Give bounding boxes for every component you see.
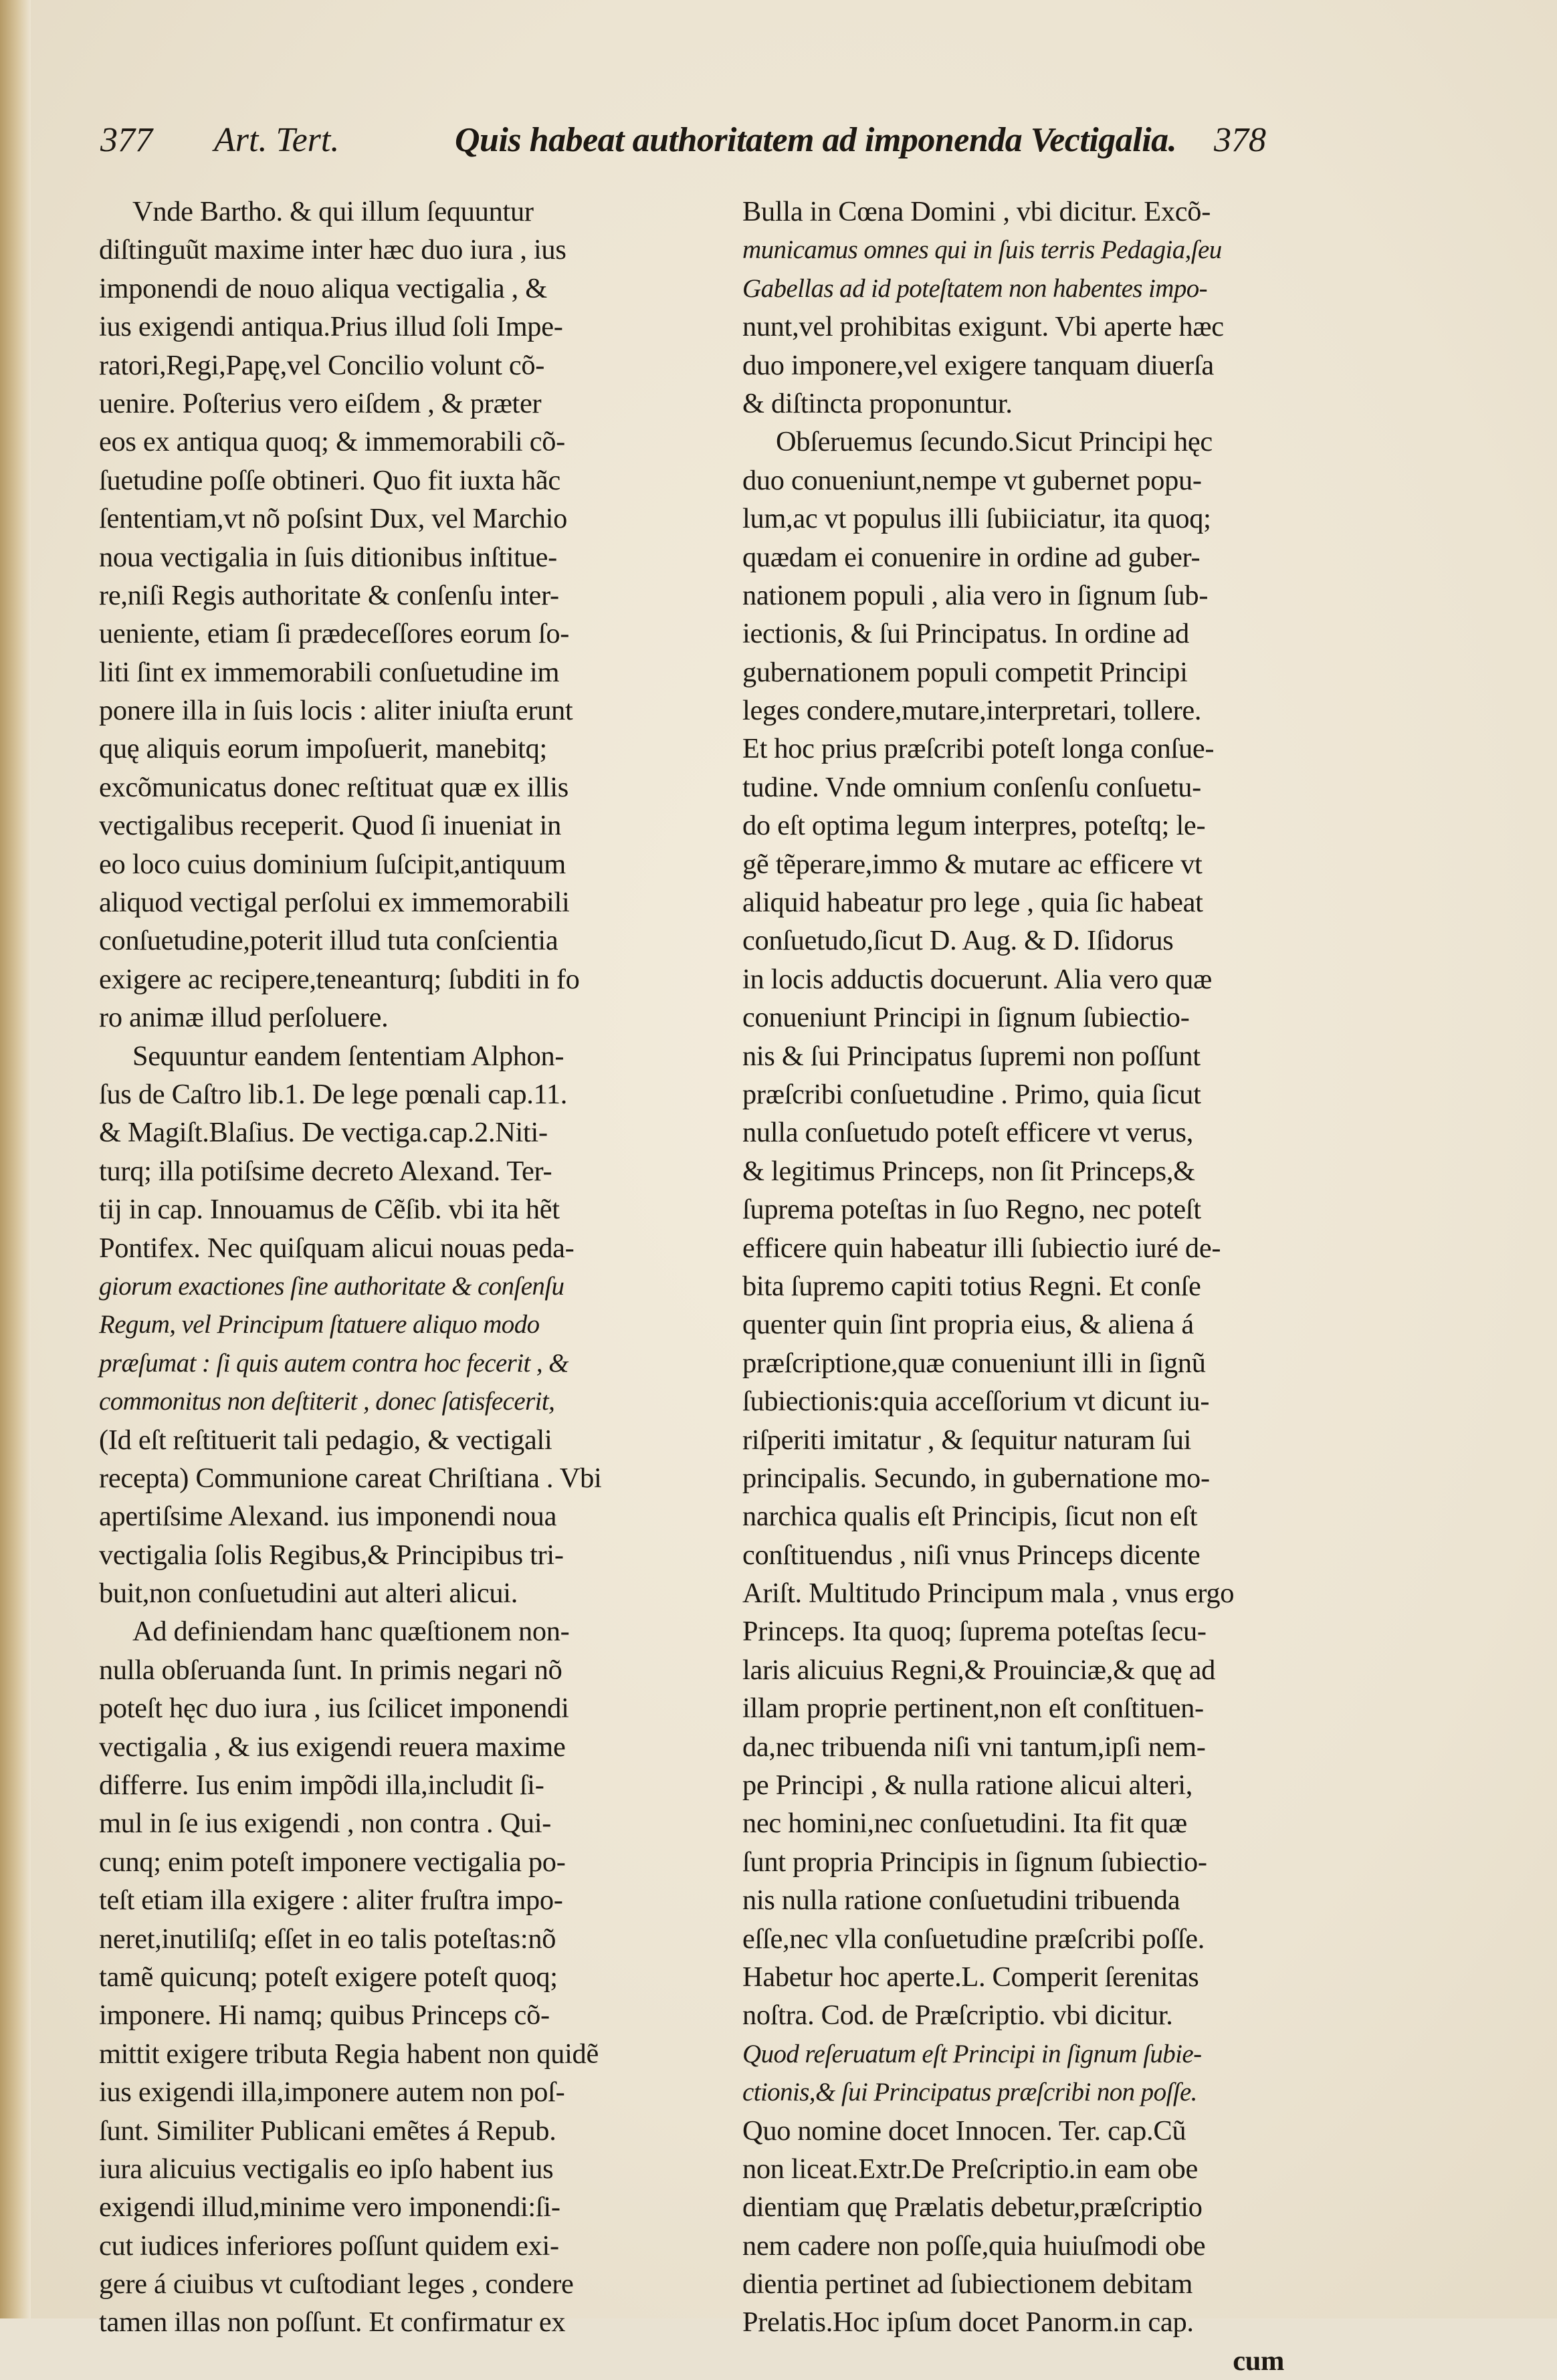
text-line: exigere ac recipere,teneanturq; ſubditi in fo	[99, 963, 580, 995]
folio-number-right: 378	[1214, 121, 1266, 159]
text-line: principalis. Secundo, in gubernatione mo-	[742, 1462, 1210, 1494]
text-line: efficere quin habeatur illi ſubiectio iuré de-	[742, 1232, 1221, 1264]
text-line: (Id eſt reſtituerit tali pedagio, & vectigali	[99, 1424, 552, 1456]
text-line: apertiſsime Alexand. ius imponendi noua	[99, 1501, 557, 1533]
text-line: in locis adductis docuerunt. Alia vero quæ	[742, 963, 1213, 995]
text-line: ponere illa in ſuis locis : aliter iniuſta erunt	[99, 695, 573, 727]
text-line: diſtinguũt maxime inter hæc duo iura , ius	[99, 234, 566, 266]
text-line: ius exigendi antiqua.Prius illud ſoli Impe-	[99, 311, 563, 343]
text-line: da,nec tribuenda niſi vni tantum,ipſi nem-	[742, 1731, 1206, 1763]
text-line: Vnde Bartho. & qui illum ſequuntur	[132, 196, 534, 227]
text-line: illam proprie pertinent,non eſt conſtituen-	[742, 1693, 1204, 1725]
text-line: nunt,vel prohibitas exigunt. Vbi aperte hæc	[742, 311, 1224, 343]
text-line: poteſt hęc duo iura , ius ſcilicet imponendi	[99, 1693, 569, 1725]
text-line: ro animæ illud perſoluere.	[99, 1002, 389, 1034]
text-line: gere á ciuibus vt cuſtodiant leges , condere	[99, 2268, 574, 2300]
text-line: commonitus non deſtiterit , donec ſatisfecerit,	[99, 1387, 555, 1416]
text-line: Quo nomine docet Innocen. Ter. cap.Cũ	[742, 2115, 1186, 2147]
text-line: Bulla in Cœna Domini , vbi dicitur. Excõ-	[742, 196, 1211, 227]
text-line: & Magiſt.Blaſius. De vectiga.cap.2.Niti-	[99, 1117, 548, 1149]
text-line: ſuetudine poſſe obtineri. Quo fit iuxta hãc	[99, 464, 560, 496]
text-line: differre. Ius enim impõdi illa,includit ſi-	[99, 1769, 544, 1802]
text-line: duo imponere,vel exigere tanquam diuerſa	[742, 349, 1214, 381]
text-line: eos ex antiqua quoq; & immemorabili cõ-	[99, 426, 565, 458]
text-line: cut iudices inferiores poſſunt quidem exi-	[99, 2230, 559, 2262]
text-line: præſcriptione,quæ conueniunt illi in ſignũ	[742, 1347, 1206, 1379]
text-line: turq; illa potiſsime decreto Alexand. Ter-	[99, 1155, 552, 1187]
text-line: exigendi illud,minime vero imponendi:ſi-	[99, 2191, 560, 2224]
text-line: vectigalia , & ius exigendi reuera maxime	[99, 1731, 566, 1763]
text-line: dientiam quę Prælatis debetur,præſcriptio	[742, 2191, 1203, 2224]
text-line: quenter quin ſint propria eius, & aliena á	[742, 1309, 1194, 1341]
binding-gutter	[0, 0, 31, 2318]
folio-number-left: 377	[100, 121, 152, 159]
text-line: re,niſi Regis authoritate & conſenſu inter-	[99, 579, 559, 611]
text-line: Obſeruemus ſecundo.Sicut Principi hęc	[776, 426, 1213, 458]
text-line: nulla obſeruanda ſunt. In primis negari nõ	[99, 1654, 562, 1686]
text-line: municamus omnes qui in ſuis terris Pedagia,ſeu	[742, 235, 1222, 265]
text-line: do eſt optima legum interpres, poteſtq; le-	[742, 810, 1206, 842]
text-line: teſt etiam illa exigere : aliter fruſtra impo-	[99, 1884, 563, 1917]
text-line: conueniunt Principi in ſignum ſubiectio-	[742, 1002, 1190, 1034]
text-line: bita ſupremo capiti totius Regni. Et conſe	[742, 1270, 1201, 1302]
text-line: dientia pertinet ad ſubiectionem debitam	[742, 2268, 1193, 2300]
text-line: vectigalibus receperit. Quod ſi inueniat in	[99, 810, 562, 842]
text-line: giorum exactiones ſine authoritate & conſenſu	[99, 1271, 564, 1301]
text-line: Prelatis.Hoc ipſum docet Panorm.in cap.	[742, 2306, 1194, 2339]
text-line: tamẽ quicunq; poteſt exigere poteſt quoq;	[99, 1961, 558, 1993]
text-line: eo loco cuius dominium ſuſcipit,antiquum	[99, 848, 566, 880]
text-line: neret,inutiliſq; eſſet in eo talis poteſtas:nõ	[99, 1923, 556, 1955]
text-line: Regum, vel Principum ſtatuere aliquo modo	[99, 1310, 540, 1339]
text-line: cunq; enim poteſt imponere vectigalia po-	[99, 1846, 566, 1878]
running-header	[0, 120, 1557, 181]
text-line: nis nulla ratione conſuetudini tribuenda	[742, 1884, 1180, 1917]
text-line: laris alicuius Regni,& Prouinciæ,& quę ad	[742, 1654, 1216, 1686]
text-line: Sequuntur eandem ſententiam Alphon-	[132, 1040, 564, 1072]
running-head-article: Art. Tert.	[214, 121, 340, 159]
text-line: nis & ſui Principatus ſupremi non poſſunt	[742, 1040, 1201, 1072]
text-line: & legitimus Princeps, non ſit Princeps,&	[742, 1155, 1195, 1187]
text-line: eſſe,nec vlla conſuetudine præſcribi poſſe.	[742, 1923, 1205, 1955]
running-head-title: Quis habeat authoritatem ad imponenda Vectigalia.	[455, 121, 1177, 159]
text-line: nulla conſuetudo poteſt efficere vt verus,	[742, 1117, 1194, 1149]
text-line: Ariſt. Multitudo Principum mala , vnus ergo	[742, 1578, 1235, 1610]
text-line: iura alicuius vectigalis eo ipſo habent ius	[99, 2153, 554, 2185]
text-line: liti ſint ex immemorabili conſuetudine im	[99, 656, 560, 688]
text-line: mul in ſe ius exigendi , non contra . Qui-	[99, 1808, 552, 1840]
text-line: ſunt propria Principis in ſignum ſubiectio-	[742, 1846, 1207, 1878]
text-line: ſententiam,vt nõ poſsint Dux, vel Marchio	[99, 503, 567, 535]
text-line: Gabellas ad id poteſtatem non habentes impo-	[742, 274, 1208, 303]
text-line: buit,non conſuetudini aut alteri alicui.	[99, 1578, 518, 1610]
text-line: Et hoc prius præſcribi poteſt longa conſue-	[742, 733, 1215, 765]
text-line: lum,ac vt populus illi ſubiiciatur, ita quoq;	[742, 503, 1211, 535]
text-line: nationem populi , alia vero in ſignum ſub-	[742, 579, 1209, 611]
text-line: tij in cap. Innouamus de Cẽſib. vbi ita hẽt	[99, 1194, 560, 1226]
text-line: nec homini,nec conſuetudini. Ita fit quæ	[742, 1808, 1187, 1840]
text-line: noua vectigalia in ſuis ditionibus inſtitue-	[99, 541, 557, 573]
text-line: aliquod vectigal perſolui ex immemorabili	[99, 887, 570, 919]
text-line: mittit exigere tributa Regia habent non quidẽ	[99, 2038, 599, 2070]
text-line: ſubiectionis:quia acceſſorium vt dicunt iu-	[742, 1386, 1210, 1418]
text-line: uenire. Poſterius vero eiſdem , & præter	[99, 387, 542, 419]
text-line: conſtituendus , niſi vnus Princeps dicente	[742, 1539, 1201, 1571]
text-line: aliquid habeatur pro lege , quia ſic habeat	[742, 887, 1203, 919]
text-line: præſcribi conſuetudine . Primo, quia ſicut	[742, 1078, 1201, 1110]
text-line: ctionis,& ſui Principatus præſcribi non poſſe.	[742, 2078, 1197, 2107]
text-line: pe Principi , & nulla ratione alicui alteri,	[742, 1769, 1193, 1802]
text-line: Habetur hoc aperte.L. Comperit ſerenitas	[742, 1961, 1199, 1993]
left-text-column	[99, 193, 681, 2342]
text-line: nem cadere non poſſe,quia huiuſmodi obe	[742, 2230, 1206, 2262]
text-line: Pontifex. Nec quiſquam alicui nouas peda-	[99, 1232, 575, 1264]
text-line: imponendi de nouo aliqua vectigalia , &	[99, 272, 547, 304]
text-line: iectionis, & ſui Principatus. In ordine ad	[742, 618, 1189, 650]
text-line: ſuprema poteſtas in ſuo Regno, nec poteſt	[742, 1194, 1201, 1226]
text-line: Quod reſeruatum eſt Principi in ſignum ſubie-	[742, 2039, 1202, 2068]
text-line: conſuetudo,ſicut D. Aug. & D. Iſidorus	[742, 925, 1174, 957]
text-line: conſuetudine,poterit illud tuta conſcientia	[99, 925, 558, 957]
text-line: Ad definiendam hanc quæſtionem non-	[132, 1616, 570, 1648]
text-line: Princeps. Ita quoq; ſuprema poteſtas ſecu-	[742, 1616, 1207, 1648]
text-line: recepta) Communione careat Chriſtiana . Vbi	[99, 1462, 602, 1494]
text-line: quædam ei conuenire in ordine ad guber-	[742, 541, 1201, 573]
text-line: duo conueniunt,nempe vt gubernet popu-	[742, 464, 1202, 496]
text-line: ueniente, etiam ſi prædeceſſores eorum ſo-	[99, 618, 570, 650]
text-line: gubernationem populi competit Principi	[742, 656, 1188, 688]
text-line: gẽ tẽperare,immo & mutare ac efficere vt	[742, 848, 1203, 880]
text-line: leges condere,mutare,interpretari, tollere.	[742, 695, 1202, 727]
text-line: ſus de Caſtro lib.1. De lege pœnali cap.11.	[99, 1078, 568, 1110]
text-line: cum	[1233, 2345, 1284, 2377]
text-line: ſunt. Similiter Publicani emẽtes á Repub.	[99, 2115, 556, 2147]
text-line: narchica qualis eſt Principis, ſicut non eſt	[742, 1501, 1198, 1533]
text-line: riſperiti imitatur , & ſequitur naturam ſui	[742, 1424, 1192, 1456]
text-line: præſumat : ſi quis autem contra hoc fecerit , &	[99, 1348, 568, 1378]
right-text-column	[742, 193, 1284, 2380]
text-line: imponere. Hi namq; quibus Princeps cõ-	[99, 1999, 550, 2032]
text-line: quę aliquis eorum impoſuerit, manebitq;	[99, 733, 547, 765]
text-line: tamen illas non poſſunt. Et confirmatur ex	[99, 2306, 566, 2339]
text-line: ius exigendi illa,imponere autem non poſ-	[99, 2076, 565, 2108]
text-line: noſtra. Cod. de Præſcriptio. vbi dicitur.	[742, 1999, 1173, 2032]
text-line: tudine. Vnde omnium conſenſu conſuetu-	[742, 771, 1201, 803]
text-line: ratori,Regi,Papę,vel Concilio volunt cõ-	[99, 349, 545, 381]
text-line: vectigalia ſolis Regibus,& Principibus tri-	[99, 1539, 564, 1571]
text-line: non liceat.Extr.De Preſcriptio.in eam obe	[742, 2153, 1199, 2185]
text-line: excõmunicatus donec reſtituat quæ ex illis	[99, 771, 568, 803]
text-line: & diſtincta proponuntur.	[742, 387, 1013, 419]
